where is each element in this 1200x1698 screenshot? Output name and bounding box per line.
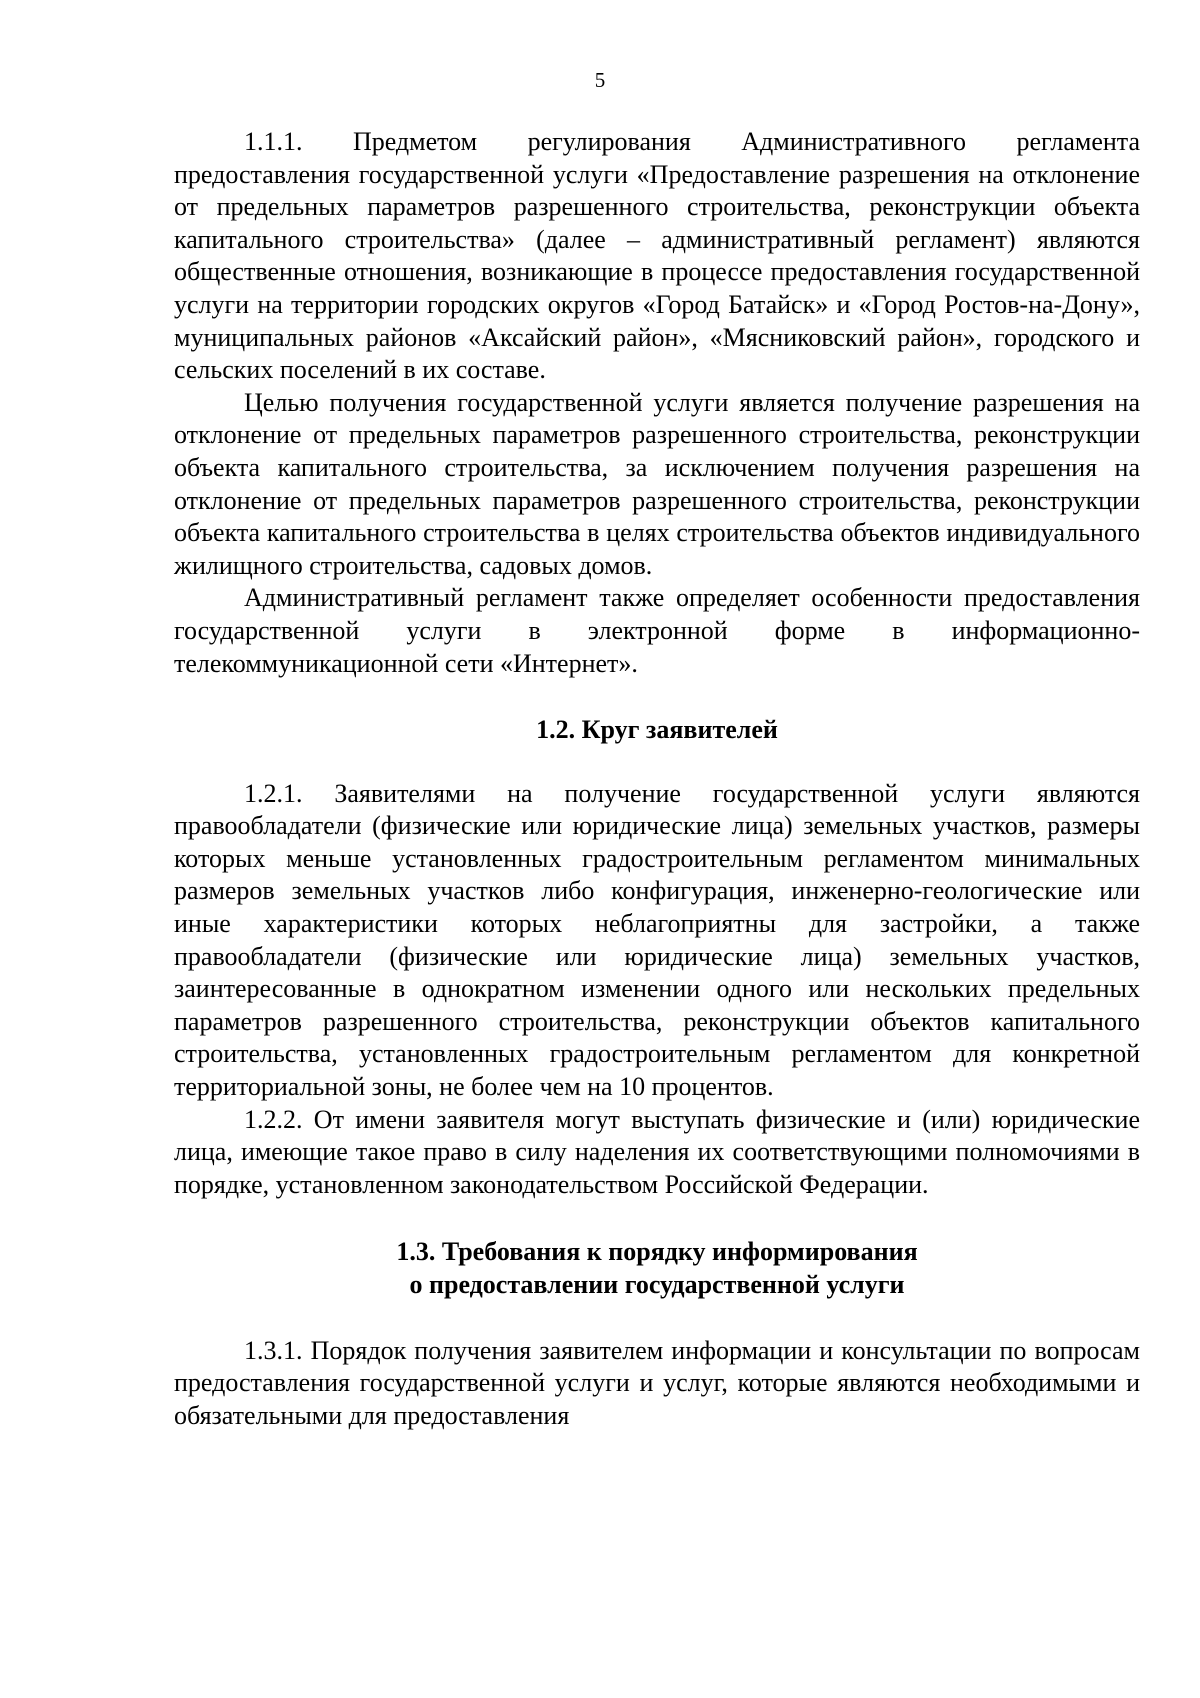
section-heading-1-2: 1.2. Круг заявителей — [536, 715, 778, 745]
page-number: 5 — [594, 68, 606, 92]
paragraph-electronic-form: Административный регламент также определяет особенности предоставления государственной услуги в электронной форме в информационно-телекоммуникационной сети «Интернет». — [174, 583, 1140, 678]
paragraph-1-2-1: 1.2.1. Заявителями на получение государственной услуги являются правообладатели (физические или юридические лица) земельных участков, размеры которых меньше установленных градостроительным регламентом минимальных размеров земельных участков либо конфигурация, инженерно-геологические или иные характеристики которых неблагоприятны для застройки, а также правообладатели (физические или юридические лица) земельных участков, заинтересованные в однократном изменении одного или нескольких предельных параметров разрешенного строительства, реконструкции объектов капитального строительства, установленных градостроительным регламентом для конкретной территориальной зоны, не более чем на 10 процентов. — [174, 778, 1140, 1102]
section-heading-1-3 — [174, 1236, 1140, 1301]
document-body — [174, 126, 1140, 1432]
paragraph-1-2-2: 1.2.2. От имени заявителя могут выступать физические и (или) юридические лица, имеющие такое право в силу наделения их соответствующими полномочиями в порядке, установленном законодательством Российской Федерации. — [174, 1104, 1140, 1199]
paragraph-purpose: Целью получения государственной услуги является получение разрешения на отклонение от предельных параметров разрешенного строительства, реконструкции объекта капитального строительства, за исключением получения разрешения на отклонение от предельных параметров разрешенного строительства, реконструкции объекта капитального строительства в целях строительства объектов индивидуального жилищного строительства, садовых домов. — [174, 387, 1140, 580]
paragraph-1-1-1: 1.1.1. Предметом регулирования Административного регламента предоставления государственной услуги «Предоставление разрешения на отклонение от предельных параметров разрешенного строительства, реконструкции объекта капитального строительства» (далее – административный регламент) являются общественные отношения, возникающие в процессе предоставления государственной услуги на территории городских округов «Город Батайск» и «Город Ростов-на-Дону», муниципальных районов «Аксайский район», «Мясниковский район», городского и сельских поселений в их составе. — [174, 127, 1140, 385]
section-heading-1-3-line1: 1.3. Требования к порядку информирования — [396, 1237, 918, 1267]
paragraph-1-3-1: 1.3.1. Порядок получения заявителем информации и консультации по вопросам предоставления государственной услуги и услуг, которые являются необходимыми и обязательными для предоставления — [174, 1335, 1140, 1430]
section-heading-1-3-line2: о предоставлении государственной услуги — [409, 1270, 905, 1299]
